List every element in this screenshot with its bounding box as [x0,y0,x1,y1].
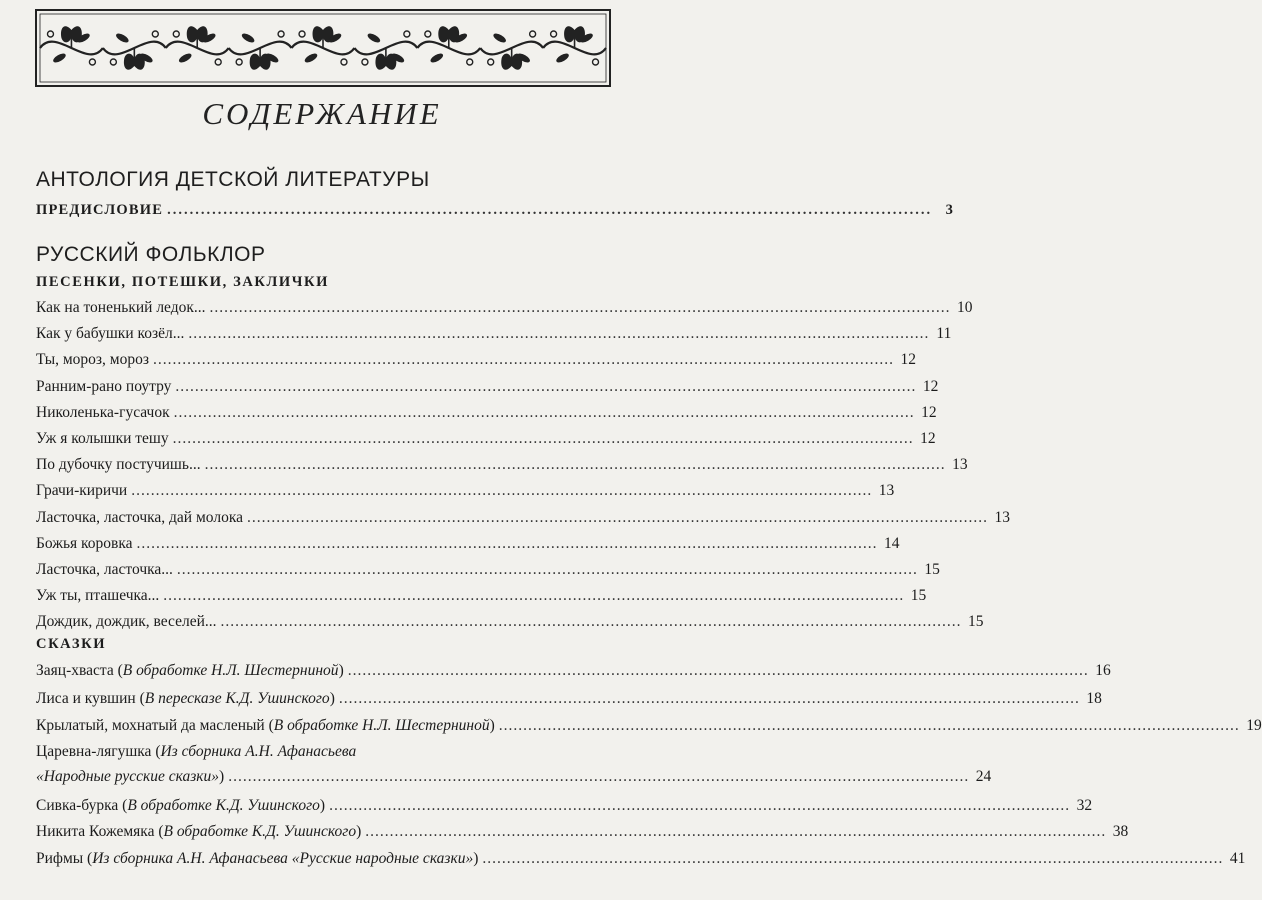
toc-entry-title: Никита Кожемяка ( [36,823,164,840]
section-heading-folklore: РУССКИЙ ФОЛЬКЛОР [36,243,266,266]
toc-entry-label [36,587,159,605]
toc-entry-tale[interactable] [36,850,1246,868]
toc-page-number: 15 [910,587,927,605]
toc-entry-label [36,456,201,474]
toc-entry-suffix: ) [356,823,362,840]
toc-entry-label [36,325,184,343]
toc-entry-suffix: ) [219,768,225,785]
toc-entry-song[interactable] [36,613,984,631]
toc-entry-title: Дождик, дождик, веселей... [36,613,217,631]
leader-dots: ........................................................................................................................................................ [209,299,951,316]
leader-dots: ........................................................................................................................................................ [482,850,1224,867]
toc-entry-preface[interactable] [36,201,955,219]
toc-entry-title: Ласточка, ласточка... [36,561,173,578]
subsection-heading-tales: СКАЗКИ [36,636,107,652]
toc-entry-song[interactable] [36,430,936,448]
toc-entry-song[interactable] [36,325,952,343]
toc-page-number: 16 [1095,662,1111,679]
toc-entry-song[interactable] [36,561,940,579]
toc-entry-source-note: В пересказе К.Д. Ушинского [144,690,330,707]
toc-page-number: 10 [957,299,973,316]
toc-entry-label [36,482,127,500]
toc-entry-label [36,743,356,761]
toc-entry-song[interactable] [36,482,895,500]
leader-dots: ........................................................................................................................................................ [173,403,915,421]
toc-entry-source-note: В обработке Н.Л. Шестерниной [273,717,490,734]
toc-entry-title: Рифмы ( [36,850,93,867]
leader-dots: ........................................................................................................................................................ [228,768,970,785]
toc-page-number: 13 [878,482,895,500]
leader-dots: ........................................................................................................................................................ [136,534,878,552]
toc-entry-title: Николенька-гусачок [36,403,170,421]
toc-entry-label [36,561,173,579]
leader-dots: ........................................................................................................................................................ [152,351,894,369]
toc-entry-source-note: В обработке К.Д. Ушинского [163,823,357,840]
toc-page-number: 18 [1086,690,1102,707]
toc-entry-label [36,299,206,317]
toc-entry-label [36,378,171,396]
toc-entry-song[interactable] [36,299,973,317]
toc-page-number: 14 [884,534,900,552]
toc-entry-song[interactable] [36,534,900,553]
toc-entry-source-note: В обработке Н.Л. Шестерниной [122,662,339,679]
leader-dots: ........................................................................................................................................................ [498,717,1240,734]
toc-page-number: 15 [924,561,940,578]
toc-entry-title: Уж я колышки тешу [36,430,169,447]
toc-entry-tale[interactable] [36,717,1262,735]
toc-entry-song[interactable] [36,587,927,605]
leader-dots: ........................................................................................................................................................ [204,456,946,474]
toc-entry-label [36,797,325,815]
toc-entry-title: Как у бабушки козёл... [36,325,185,343]
toc-page-number: 32 [1076,797,1093,814]
toc-entry-suffix: ) [489,717,495,734]
toc-entry-suffix: ) [473,850,479,867]
toc-entry-title: Ты, мороз, мороз [36,351,149,369]
toc-entry-song[interactable] [36,456,968,474]
toc-page-number: 41 [1229,850,1246,867]
toc-entry-label [36,662,344,680]
toc-entry-label [36,690,335,708]
toc-page-number: 12 [921,403,937,421]
toc-entry-source-note: В обработке К.Д. Ушинского [127,797,320,814]
toc-page-number: 24 [975,768,992,785]
toc-entry-label [36,351,149,369]
toc-entry-song[interactable] [36,351,916,369]
toc-entry-label [36,823,361,841]
toc-entry-label [36,850,478,868]
toc-entry-suffix: ) [329,690,335,707]
leader-dots: ........................................................................................................................................................ [347,662,1089,679]
toc-entry-title: По дубочку постучишь... [36,456,201,474]
floral-border-ornament-icon [34,8,612,88]
toc-entry-title: Уж ты, пташечка... [36,587,160,605]
leader-dots: ........................................................................................................................................................ [163,587,905,605]
toc-entry-source-note: «Народные русские сказки» [36,768,220,785]
leader-dots: ........................................................................................................................................................ [338,690,1080,707]
toc-entry-title: Крылатый, мохнатый да масленый ( [36,717,274,734]
toc-entry-song[interactable] [36,377,939,396]
toc-entry-title: Сивка-бурка ( [36,797,128,814]
toc-entry-title: Заяц-хваста ( [36,662,123,679]
toc-entry-tale[interactable] [36,797,1093,815]
toc-entry-tale[interactable] [36,743,608,761]
toc-entry-title: Грачи-киричи [36,482,128,500]
toc-page-number: 12 [900,351,916,369]
toc-entry-song[interactable] [36,403,937,422]
leader-dots: ........................................................................................................................................................ [220,613,962,631]
toc-page-number: 12 [922,377,939,395]
toc-page-number: 19 [1246,717,1262,734]
leader-dots: ........................................................................................................................................................ [176,561,918,578]
leader-dots: ........................................................................................................................................................ [188,325,930,343]
toc-entry-label [36,404,170,422]
toc-entry-label [36,535,133,553]
leader-dots: ........................................................................................................................................................ [172,430,914,447]
toc-entry-label [36,509,243,527]
toc-entry-title: Ласточка, ласточка, дай молока [36,508,243,526]
toc-entry-tale[interactable] [36,690,1102,708]
toc-entry-title: Царевна-лягушка ( [36,743,161,760]
section-heading-anthology: АНТОЛОГИЯ ДЕТСКОЙ ЛИТЕРАТУРЫ [36,168,430,191]
toc-entry-label: ПРЕДИСЛОВИЕ [36,202,164,218]
toc-entry-tale[interactable] [36,768,992,786]
page-title: СОДЕРЖАНИЕ [202,96,442,131]
leader-dots: ........................................................................................................................................................ [131,482,873,500]
toc-page-number: 15 [968,613,984,631]
toc-page-number: 3 [945,202,955,218]
toc-page-number: 11 [936,325,952,343]
leader-dots: ........................................................................................................................................ [167,202,933,218]
toc-entry-title: Ранним-рано поутру [36,377,172,395]
toc-entry-label [36,430,169,448]
leader-dots: ........................................................................................................................................................ [329,797,1071,814]
toc-entry-label [36,613,217,631]
toc-entry-title: Как на тоненький ледок... [36,299,206,316]
subsection-heading-songs: ПЕСЕНКИ, ПОТЕШКИ, ЗАКЛИЧКИ [36,274,330,290]
toc-entry-label [36,768,224,786]
toc-entry-tale[interactable] [36,823,1129,841]
toc-page-number: 13 [952,456,968,474]
toc-entry-song[interactable] [36,508,1010,527]
toc-entry-source-note: Из сборника А.Н. Афанасьева [160,743,357,760]
toc-page-number: 12 [920,430,936,447]
toc-entry-suffix: ) [319,797,326,814]
toc-entry-tale[interactable] [36,662,1111,680]
toc-entry-title: Лиса и кувшин ( [36,690,145,707]
toc-entry-suffix: ) [338,662,344,679]
toc-entry-source-note: Из сборника А.Н. Афанасьева «Русские народные сказки» [92,850,474,867]
toc-page-number: 13 [994,508,1010,526]
leader-dots: ........................................................................................................................................................ [365,823,1107,840]
leader-dots: ........................................................................................................................................................ [247,508,988,526]
leader-dots: ........................................................................................................................................................ [175,377,917,395]
toc-entry-title: Божья коровка [36,534,133,552]
toc-page-number: 38 [1112,823,1129,840]
toc-entry-label [36,717,495,735]
